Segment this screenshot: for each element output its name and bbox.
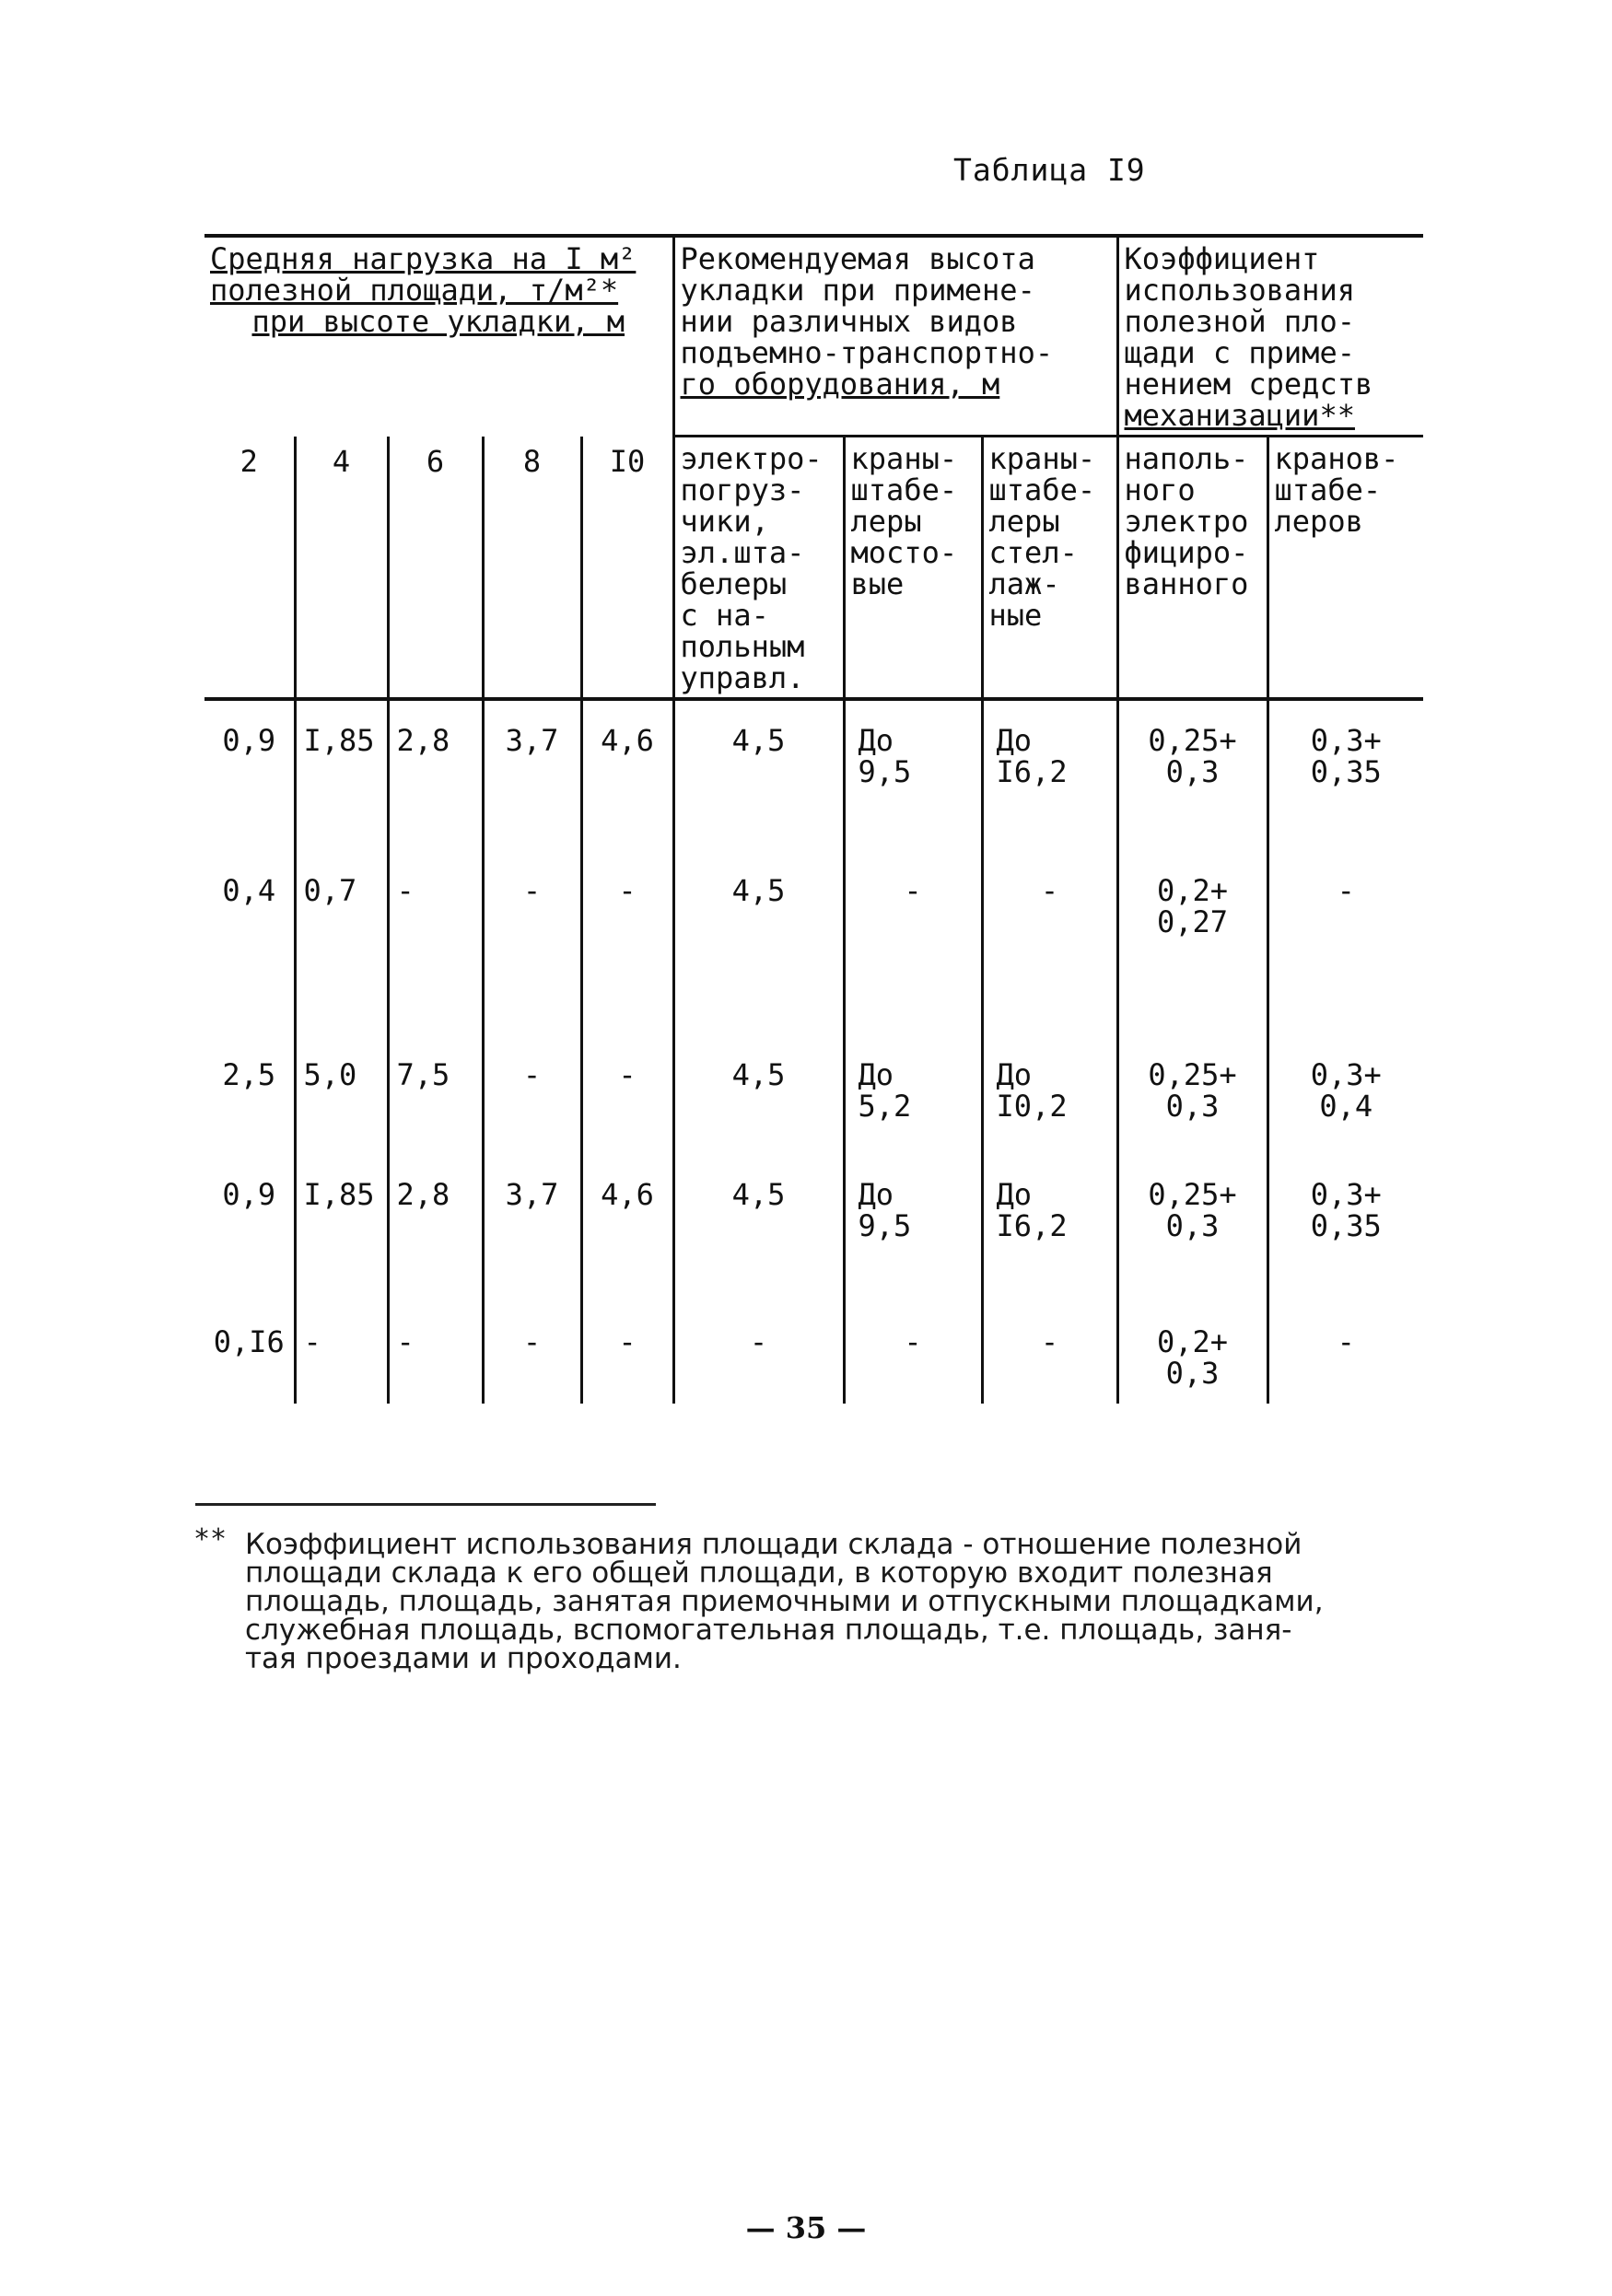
cell-coef-floor — [1117, 1302, 1267, 1404]
header-coef-line-3: полезной пло- — [1124, 304, 1355, 339]
cell-rack-crane — [982, 1155, 1117, 1302]
table-caption: Таблица I9 — [953, 152, 1146, 188]
header-recommended-line-5: го оборудования, м — [680, 367, 1000, 402]
header-text: эл.шта- — [680, 535, 805, 570]
cell-line: До — [858, 1057, 894, 1092]
cell-line: I6,2 — [996, 1208, 1068, 1243]
header-text: ные — [988, 598, 1043, 633]
cell-line: До — [996, 1057, 1033, 1092]
cell-height-8: 3,7 — [483, 699, 581, 851]
header-text: краны- — [850, 441, 958, 476]
header-text: штабе- — [850, 472, 958, 507]
data-table — [204, 234, 1423, 1404]
cell-line: До — [858, 1177, 894, 1212]
cell-line: 9,5 — [858, 754, 912, 789]
cell-line: 0,35 — [1310, 754, 1382, 789]
cell-height-2: 0,9 — [222, 723, 276, 758]
cell-height-10: - — [581, 1035, 673, 1155]
cell-line: 5,2 — [858, 1089, 912, 1124]
page-number: — 35 — — [745, 2210, 867, 2245]
header-coef-line-1: Коэффициент — [1124, 241, 1320, 276]
cell-electro-loader: - — [673, 1302, 844, 1404]
table-row — [204, 1035, 1423, 1155]
header-text: лаж- — [988, 566, 1060, 601]
cell-line: - — [904, 873, 922, 908]
header-text: чики, — [680, 504, 769, 539]
header-text: управл. — [680, 660, 805, 695]
cell-line: I6,2 — [996, 754, 1068, 789]
cell-rack-crane — [982, 699, 1117, 851]
header-bridge-cranes — [844, 437, 982, 700]
cell-height-4: I,85 — [295, 1155, 388, 1302]
header-coef-floor — [1117, 437, 1267, 700]
cell-height-10: - — [581, 851, 673, 1035]
header-recommended-line-2: укладки при примене- — [680, 273, 1035, 308]
cell-coef-crane — [1267, 699, 1423, 851]
footnote-mark: ** — [193, 1523, 228, 1556]
cell-electro-loader: 4,5 — [673, 1035, 844, 1155]
cell-line: 0,3 — [1165, 1208, 1220, 1243]
header-height-6: 6 — [388, 437, 483, 700]
header-text: леров — [1274, 504, 1363, 539]
footnote-divider — [195, 1503, 656, 1506]
header-text: кранов- — [1274, 441, 1399, 476]
header-text: краны- — [988, 441, 1096, 476]
cell-height-10: 4,6 — [581, 1155, 673, 1302]
header-height-8: 8 — [483, 437, 581, 700]
cell-height-6: 2,8 — [388, 1155, 483, 1302]
cell-height-8: - — [483, 1302, 581, 1404]
cell-line: До — [996, 723, 1033, 758]
cell-height-4: I,85 — [295, 699, 388, 851]
cell-line: 0,25+ — [1148, 1057, 1237, 1092]
cell-height-4: 5,0 — [295, 1035, 388, 1155]
header-height-10: I0 — [581, 437, 673, 700]
header-load — [204, 236, 673, 437]
cell-coef-floor — [1117, 851, 1267, 1035]
cell-line: 9,5 — [858, 1208, 912, 1243]
cell-line: - — [904, 1324, 922, 1359]
header-load-line-3: при высоте укладки, м — [251, 304, 625, 339]
header-recommended-line-3: нии различных видов — [680, 304, 1018, 339]
cell-line: 0,3+ — [1310, 723, 1382, 758]
cell-coef-floor — [1117, 699, 1267, 851]
cell-line: - — [1040, 873, 1059, 908]
cell-height-2: 0,I6 — [213, 1324, 285, 1359]
header-load-line-2: полезной площади, т/м²* — [210, 273, 619, 308]
cell-electro-loader: 4,5 — [673, 1155, 844, 1302]
cell-line: 0,25+ — [1148, 1177, 1237, 1212]
cell-line: - — [1337, 1324, 1355, 1359]
header-height-2: 2 — [204, 437, 295, 700]
header-recommended-line-1: Рекомендуемая высота — [680, 241, 1035, 276]
table-body — [204, 699, 1423, 1404]
header-coef-line-2: использования — [1124, 273, 1355, 308]
header-coef-crane — [1267, 437, 1423, 700]
header-rack-cranes — [982, 437, 1117, 700]
footnote — [193, 1523, 1437, 1675]
cell-line: 0,27 — [1156, 904, 1229, 939]
cell-height-10: 4,6 — [581, 699, 673, 851]
cell-line: 0,2+ — [1156, 1324, 1229, 1359]
cell-line: 0,35 — [1310, 1208, 1382, 1243]
cell-line: - — [1040, 1324, 1059, 1359]
table-row — [204, 699, 1423, 851]
table-row — [204, 851, 1423, 1035]
header-coef-line-5: нением средств — [1124, 367, 1373, 402]
cell-height-2: 0,4 — [222, 873, 276, 908]
header-text: белеры — [680, 566, 788, 601]
cell-line: 0,3+ — [1310, 1177, 1382, 1212]
cell-height-8: - — [483, 851, 581, 1035]
header-recommended-line-4: подъемно-транспортно- — [680, 335, 1054, 370]
cell-line: I0,2 — [996, 1089, 1068, 1124]
header-text: леры — [850, 504, 922, 539]
cell-height-6: - — [388, 851, 483, 1035]
cell-rack-crane — [982, 851, 1117, 1035]
cell-line: 0,25+ — [1148, 723, 1237, 758]
cell-line: - — [1337, 873, 1355, 908]
cell-line: 0,3 — [1165, 1089, 1220, 1124]
header-text: ного — [1124, 472, 1196, 507]
cell-electro-loader: 4,5 — [673, 699, 844, 851]
cell-line: 0,3 — [1165, 1356, 1220, 1391]
cell-height-8: 3,7 — [483, 1155, 581, 1302]
header-text: погруз- — [680, 472, 805, 507]
header-text: штабе- — [1274, 472, 1382, 507]
cell-bridge-crane — [844, 699, 982, 851]
cell-coef-crane — [1267, 1155, 1423, 1302]
cell-line: 0,4 — [1319, 1089, 1373, 1124]
cell-bridge-crane — [844, 1155, 982, 1302]
cell-rack-crane — [982, 1035, 1117, 1155]
cell-height-2: 2,5 — [222, 1057, 276, 1092]
cell-height-6: 2,8 — [388, 699, 483, 851]
header-coef — [1117, 236, 1423, 437]
cell-height-2: 0,9 — [222, 1177, 276, 1212]
cell-height-6: - — [388, 1302, 483, 1404]
header-text: фициро- — [1124, 535, 1249, 570]
header-height-4: 4 — [295, 437, 388, 700]
cell-height-10: - — [581, 1302, 673, 1404]
header-load-line-1: Средняя нагрузка на I м² — [210, 241, 637, 276]
cell-height-6: 7,5 — [388, 1035, 483, 1155]
cell-height-4: - — [295, 1302, 388, 1404]
header-text: с на- — [680, 598, 769, 633]
header-text: вые — [850, 566, 905, 601]
cell-coef-crane — [1267, 1302, 1423, 1404]
cell-line: 0,3+ — [1310, 1057, 1382, 1092]
header-text: электро — [1124, 504, 1249, 539]
cell-bridge-crane — [844, 1302, 982, 1404]
cell-bridge-crane — [844, 851, 982, 1035]
cell-electro-loader: 4,5 — [673, 851, 844, 1035]
header-coef-line-6: механизации** — [1124, 398, 1355, 433]
header-text: наполь- — [1124, 441, 1249, 476]
header-recommended — [673, 236, 1117, 437]
cell-coef-crane — [1267, 851, 1423, 1035]
header-text: мосто- — [850, 535, 958, 570]
cell-bridge-crane — [844, 1035, 982, 1155]
header-coef-line-4: щади с приме- — [1124, 335, 1355, 370]
cell-coef-floor — [1117, 1035, 1267, 1155]
header-text: польным — [680, 629, 805, 664]
header-text: штабе- — [988, 472, 1096, 507]
header-electro-loaders — [673, 437, 844, 700]
header-text: стел- — [988, 535, 1078, 570]
cell-height-4: 0,7 — [295, 851, 388, 1035]
cell-line: 0,2+ — [1156, 873, 1229, 908]
table-row — [204, 1155, 1423, 1302]
cell-coef-floor — [1117, 1155, 1267, 1302]
header-text: электро- — [680, 441, 823, 476]
cell-coef-crane — [1267, 1035, 1423, 1155]
footnote-text: Коэффициент использования площади склада - отношение полезной площади склада к его общей площади, в которую входит полезная площадь, площадь, занятая приемочными и отпускными площадками, служебная площадь, вспомогательная площадь, т.е. площадь, заня- тая проездами и проходами. — [245, 1528, 1324, 1675]
cell-line: До — [858, 723, 894, 758]
header-text: ванного — [1124, 566, 1249, 601]
cell-height-8: - — [483, 1035, 581, 1155]
header-text: леры — [988, 504, 1060, 539]
cell-line: До — [996, 1177, 1033, 1212]
cell-rack-crane — [982, 1302, 1117, 1404]
cell-line: 0,3 — [1165, 754, 1220, 789]
table-row — [204, 1302, 1423, 1404]
